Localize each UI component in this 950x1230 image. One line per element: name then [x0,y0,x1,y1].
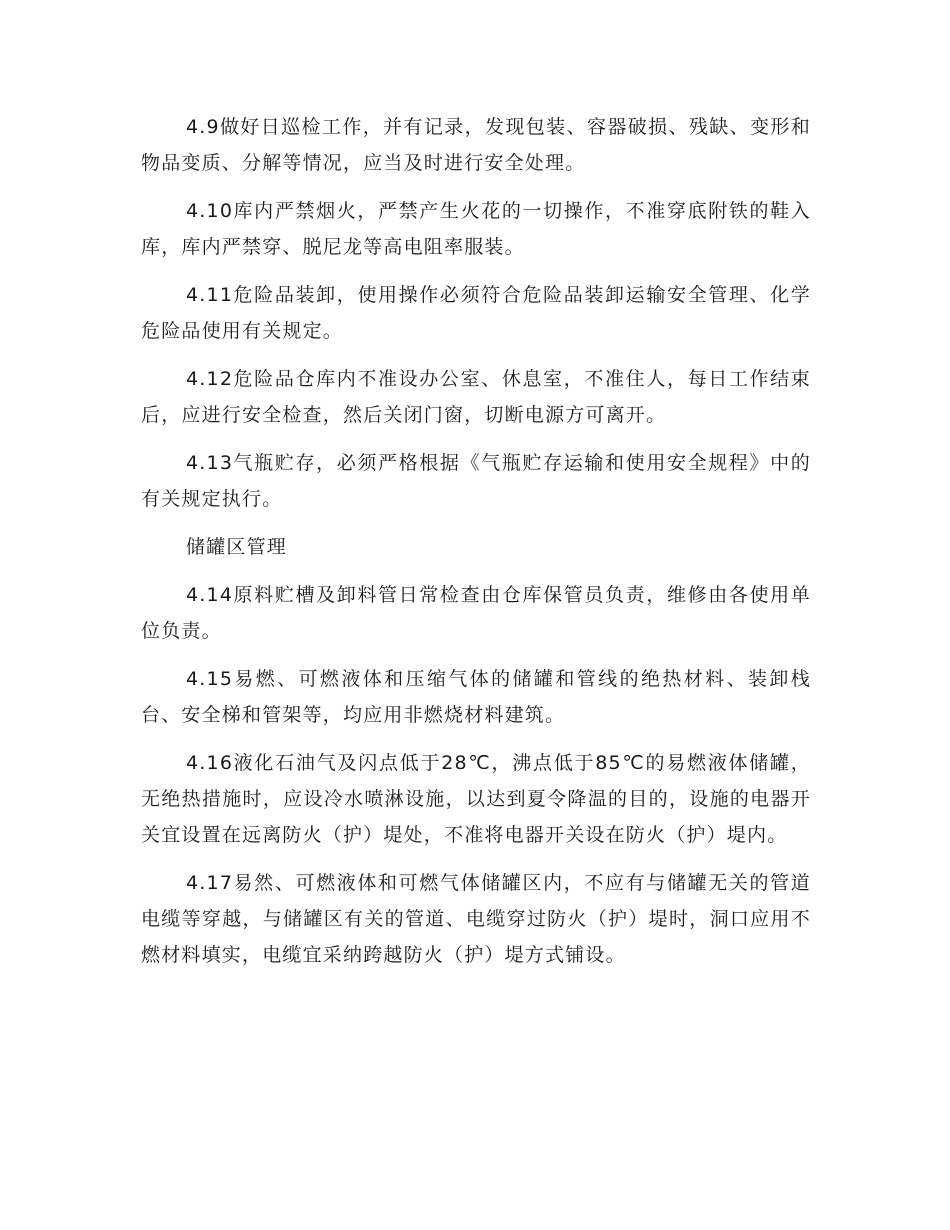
paragraph-4-12: 4.12危险品仓库内不准设办公室、休息室，不准住人，每日工作结束后，应进行安全检查，然后关闭门窗，切断电源方可离开。 [141,368,811,426]
document-body [141,109,811,985]
paragraph-4-16: 4.16液化石油气及闪点低于28℃，沸点低于85℃的易燃液体储罐，无绝热措施时，应设冷水喷淋设施，以达到夏令降温的目的，设施的电器开关宜设置在远离防火（护）堤处，不准将电器开关设在防火（护）堤内。 [141,752,811,846]
paragraph-4-9: 4.9做好日巡检工作，并有记录，发现包装、容器破损、残缺、变形和物品变质、分解等情况，应当及时进行安全处理。 [141,116,811,174]
paragraph-4-11: 4.11危险品装卸，使用操作必须符合危险品装卸运输安全管理、化学危险品使用有关规定。 [141,284,811,342]
paragraph-4-15: 4.15易燃、可燃液体和压缩气体的储罐和管线的绝热材料、装卸栈台、安全梯和管架等，均应用非燃烧材料建筑。 [141,668,811,726]
paragraph-4-13: 4.13气瓶贮存，必须严格根据《气瓶贮存运输和使用安全规程》中的有关规定执行。 [141,452,811,510]
paragraph-4-17: 4.17易然、可燃液体和可燃气体储罐区内，不应有与储罐无关的管道电缆等穿越，与储罐区有关的管道、电缆穿过防火（护）堤时，洞口应用不燃材料填实，电缆宜采纳跨越防火（护）堤方式铺设。 [141,872,811,966]
section-heading: 储罐区管理 [186,536,288,558]
paragraph-4-14: 4.14原料贮槽及卸料管日常检查由仓库保管员负责，维修由各使用单位负责。 [141,584,811,642]
paragraph-4-10: 4.10库内严禁烟火，严禁产生火花的一切操作，不准穿底附铁的鞋入库，库内严禁穿、脱尼龙等高电阻率服装。 [141,200,811,258]
